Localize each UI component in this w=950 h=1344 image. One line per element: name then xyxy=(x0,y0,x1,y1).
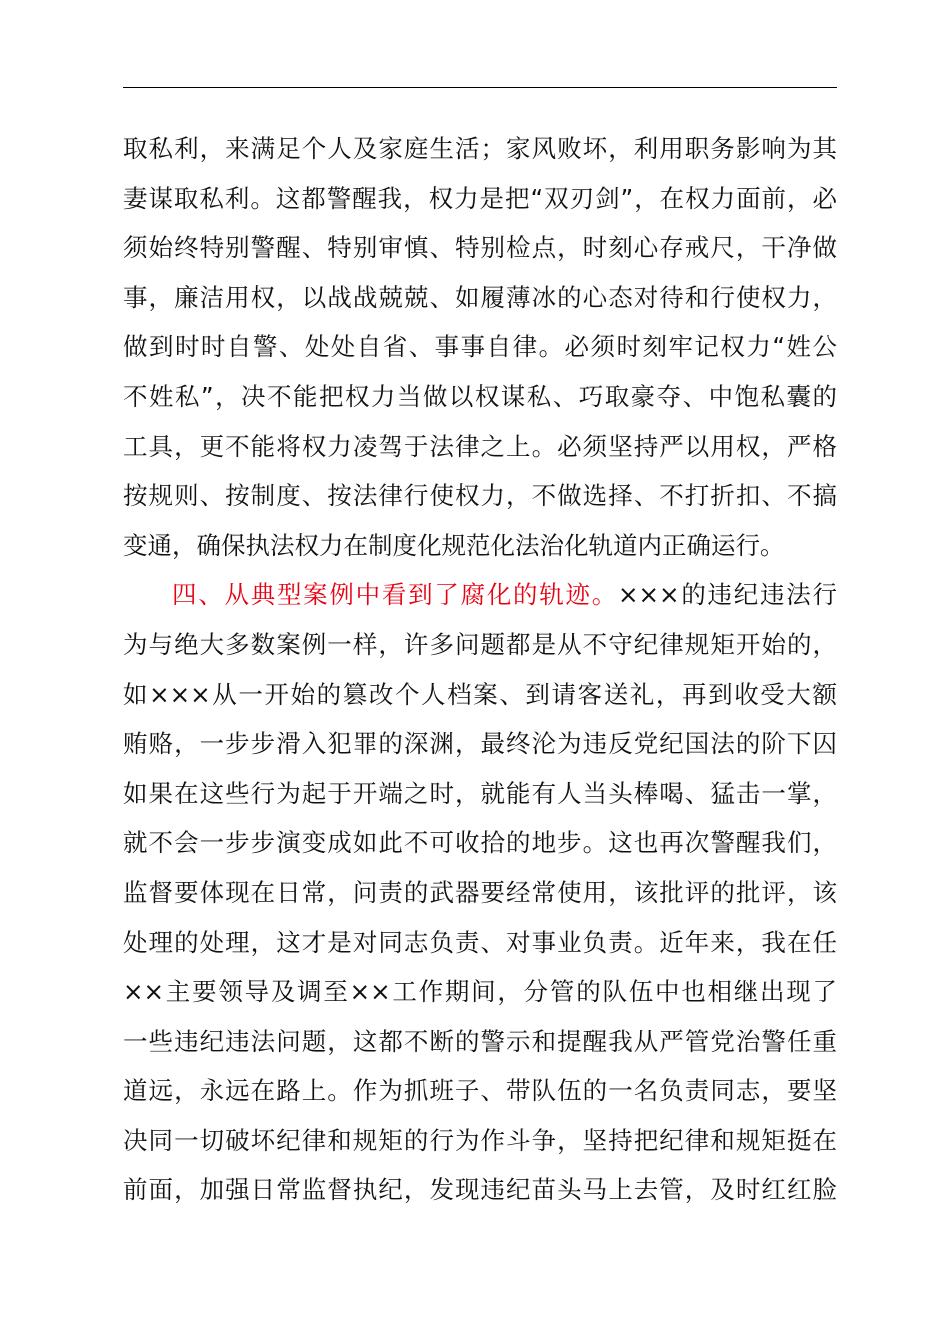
document-body xyxy=(123,124,837,1215)
text-line: 决同一切破坏纪律和规矩的行为作斗争，坚持把纪律和规矩挺在 xyxy=(123,1125,837,1155)
text-line: 事，廉洁用权，以战战兢兢、如履薄冰的心态对待和行使权力， xyxy=(123,282,837,312)
text-line: 就不会一步步演变成如此不可收拾的地步。这也再次警醒我们， xyxy=(123,828,837,858)
header-rule xyxy=(123,87,837,88)
text-line: 取私利，来满足个人及家庭生活；家风败坏，利用职务影响为其 xyxy=(123,134,837,163)
text-line: 贿赂，一步步滑入犯罪的深渊，最终沦为违反党纪国法的阶下囚 xyxy=(123,729,837,759)
text-line: 为与绝大多数案例一样，许多问题都是从不守纪律规矩开始的， xyxy=(123,629,837,659)
text-line: 按规则、按制度、按法律行使权力，不做选择、不打折扣、不搞 xyxy=(123,481,837,511)
text-line: ××主要领导及调至××工作期间，分管的队伍中也相继出现了 xyxy=(123,977,837,1007)
paragraph-1 xyxy=(123,124,837,570)
text-line: 须始终特别警醒、特别审慎、特别检点，时刻心存戒尺，干净做 xyxy=(123,233,837,263)
section-4-first-line-text: ×××的违纪违法行 xyxy=(618,580,837,610)
text-line: 妻谋取私利。这都警醒我，权力是把“双刃剑”，在权力面前，必 xyxy=(123,183,837,213)
text-line: 变通，确保执法权力在制度化规范化法治化轨道内正确运行。 xyxy=(123,530,785,560)
section-4-heading: 四、从典型案例中看到了腐化的轨迹。 xyxy=(172,580,618,610)
text-line: 处理的处理，这才是对同志负责、对事业负责。近年来，我在任 xyxy=(123,927,837,957)
text-line: 如×××从一开始的篡改个人档案、到请客送礼，再到收受大额 xyxy=(123,679,837,709)
section-4-first-line xyxy=(123,570,837,620)
text-line: 做到时时自警、处处自省、事事自律。必须时刻牢记权力“姓公 xyxy=(123,332,837,362)
text-line: 如果在这些行为起于开端之时，就能有人当头棒喝、猛击一掌， xyxy=(123,778,837,808)
text-line: 一些违纪违法问题，这都不断的警示和提醒我从严管党治警任重 xyxy=(123,1026,837,1056)
text-line: 监督要体现在日常，问责的武器要经常使用，该批评的批评，该 xyxy=(123,877,837,907)
paragraph-2 xyxy=(123,570,837,1215)
text-line: 不姓私”，决不能把权力当做以权谋私、巧取豪夺、中饱私囊的 xyxy=(123,381,837,411)
text-line: 前面，加强日常监督执纪，发现违纪苗头马上去管，及时红红脸 xyxy=(123,1175,837,1205)
text-line: 工具，更不能将权力凌驾于法律之上。必须坚持严以用权，严格 xyxy=(123,431,837,461)
text-line: 道远，永远在路上。作为抓班子、带队伍的一名负责同志，要坚 xyxy=(123,1076,837,1106)
